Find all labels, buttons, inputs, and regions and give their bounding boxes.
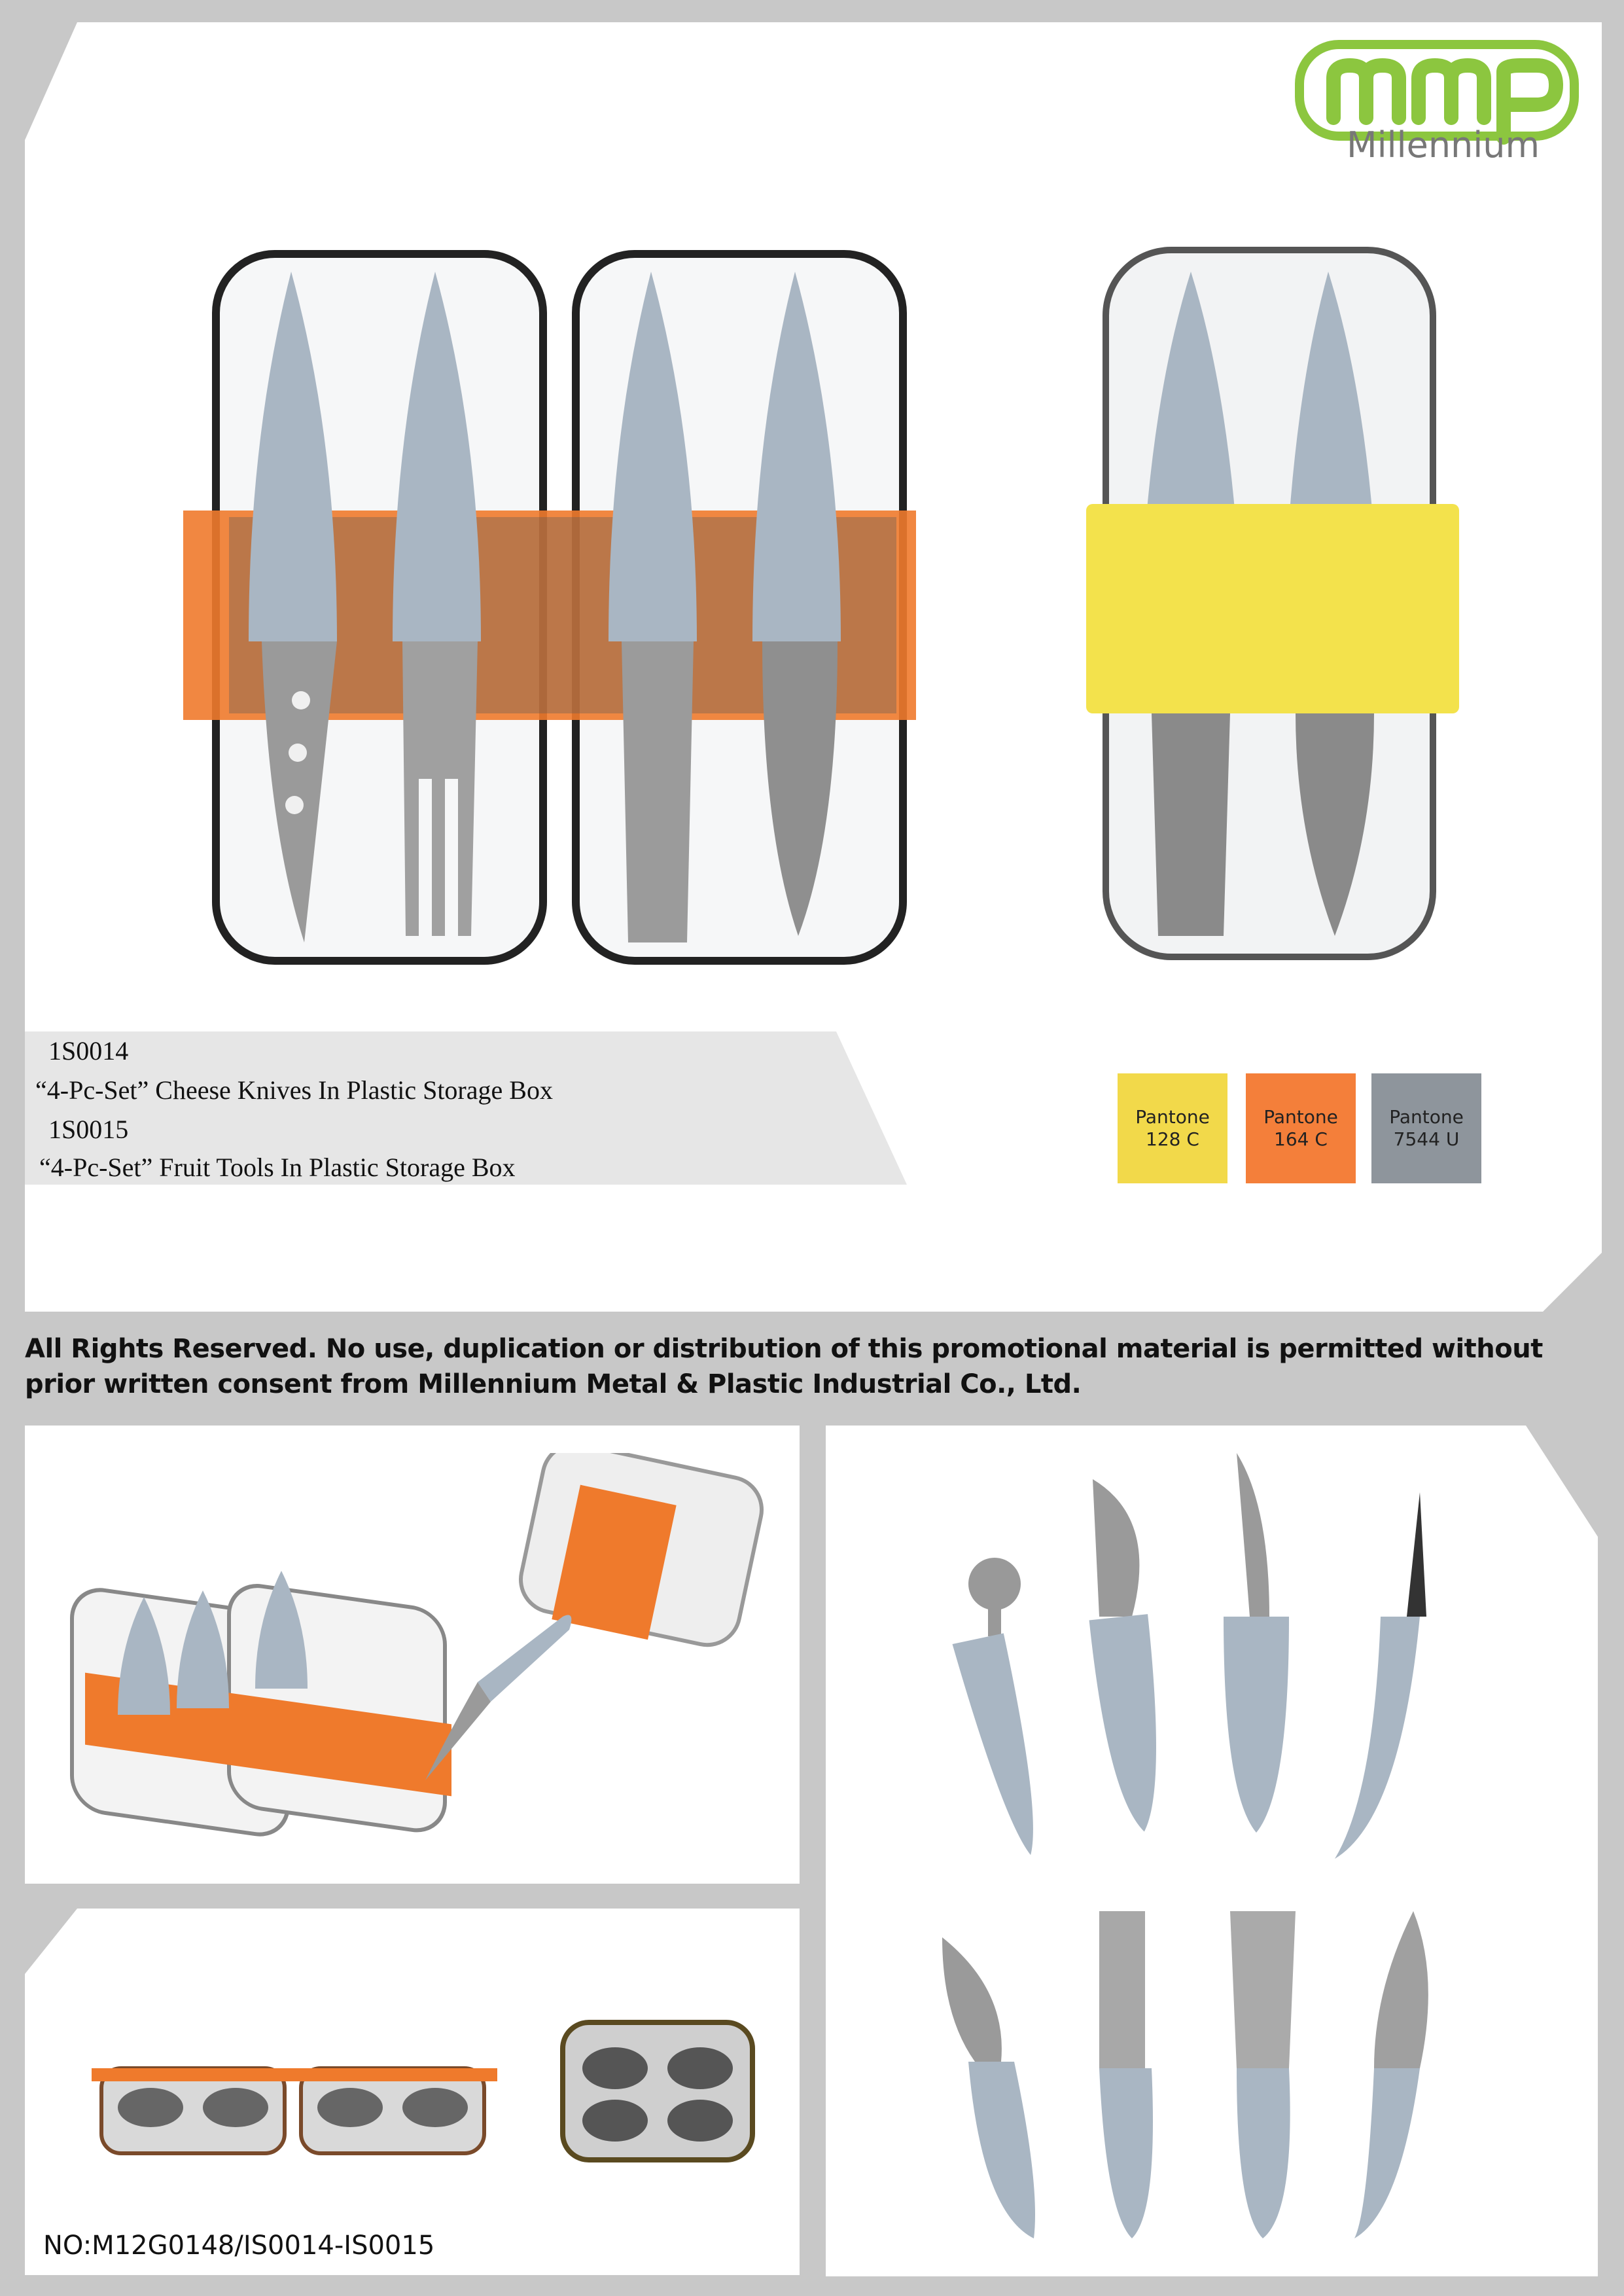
product-code: NO:M12G0148/IS0014-IS0015 (43, 2231, 435, 2261)
fork-blade (402, 641, 478, 936)
spatula-blade (1099, 1911, 1145, 2068)
swatch-code: 128 C (1146, 1128, 1199, 1150)
pantone-swatch-orange (1246, 1073, 1356, 1183)
paring-knife-blade (942, 1937, 1002, 2062)
logo-name: Millennium (1347, 124, 1540, 166)
caption-title-1: “4-Pc-Set” Cheese Knives In Plastic Storage Box (35, 1075, 553, 1105)
top-view-illustration (92, 2016, 772, 2166)
spatula-blade (622, 641, 694, 942)
swatch-label: Pantone (1135, 1106, 1210, 1128)
caption-code-2: 1S0015 (48, 1115, 129, 1144)
swatch-code: 164 C (1274, 1128, 1328, 1150)
corer-blade (1237, 1453, 1269, 1617)
peeler-blade (1407, 1492, 1426, 1617)
spreader-blade (1093, 1479, 1139, 1617)
pantone-swatch-yellow (1118, 1073, 1227, 1183)
swatch-code: 7544 U (1393, 1128, 1460, 1150)
pastry-wheel-icon (968, 1558, 1021, 1610)
fork-blade (1230, 1911, 1296, 2068)
product-hero-illustration (170, 242, 1479, 988)
perspective-illustration (59, 1453, 779, 1859)
caption-code-1: 1S0014 (48, 1036, 129, 1066)
caption-title-2: “4-Pc-Set” Fruit Tools In Plastic Storage Box (39, 1153, 516, 1182)
brand-logo (1294, 39, 1580, 170)
pantone-swatch-gray (1371, 1073, 1481, 1183)
tools-illustration (903, 1453, 1570, 2251)
cheese-knife-blade (1374, 1911, 1428, 2068)
swatch-label: Pantone (1263, 1106, 1338, 1128)
yellow-band (1086, 504, 1459, 713)
swatch-label: Pantone (1389, 1106, 1464, 1128)
copyright-notice: All Rights Reserved. No use, duplication or distribution of this promotional material is permitted without prior written consent from Millennium Metal & Plastic Industrial Co., Ltd. (25, 1334, 1543, 1399)
